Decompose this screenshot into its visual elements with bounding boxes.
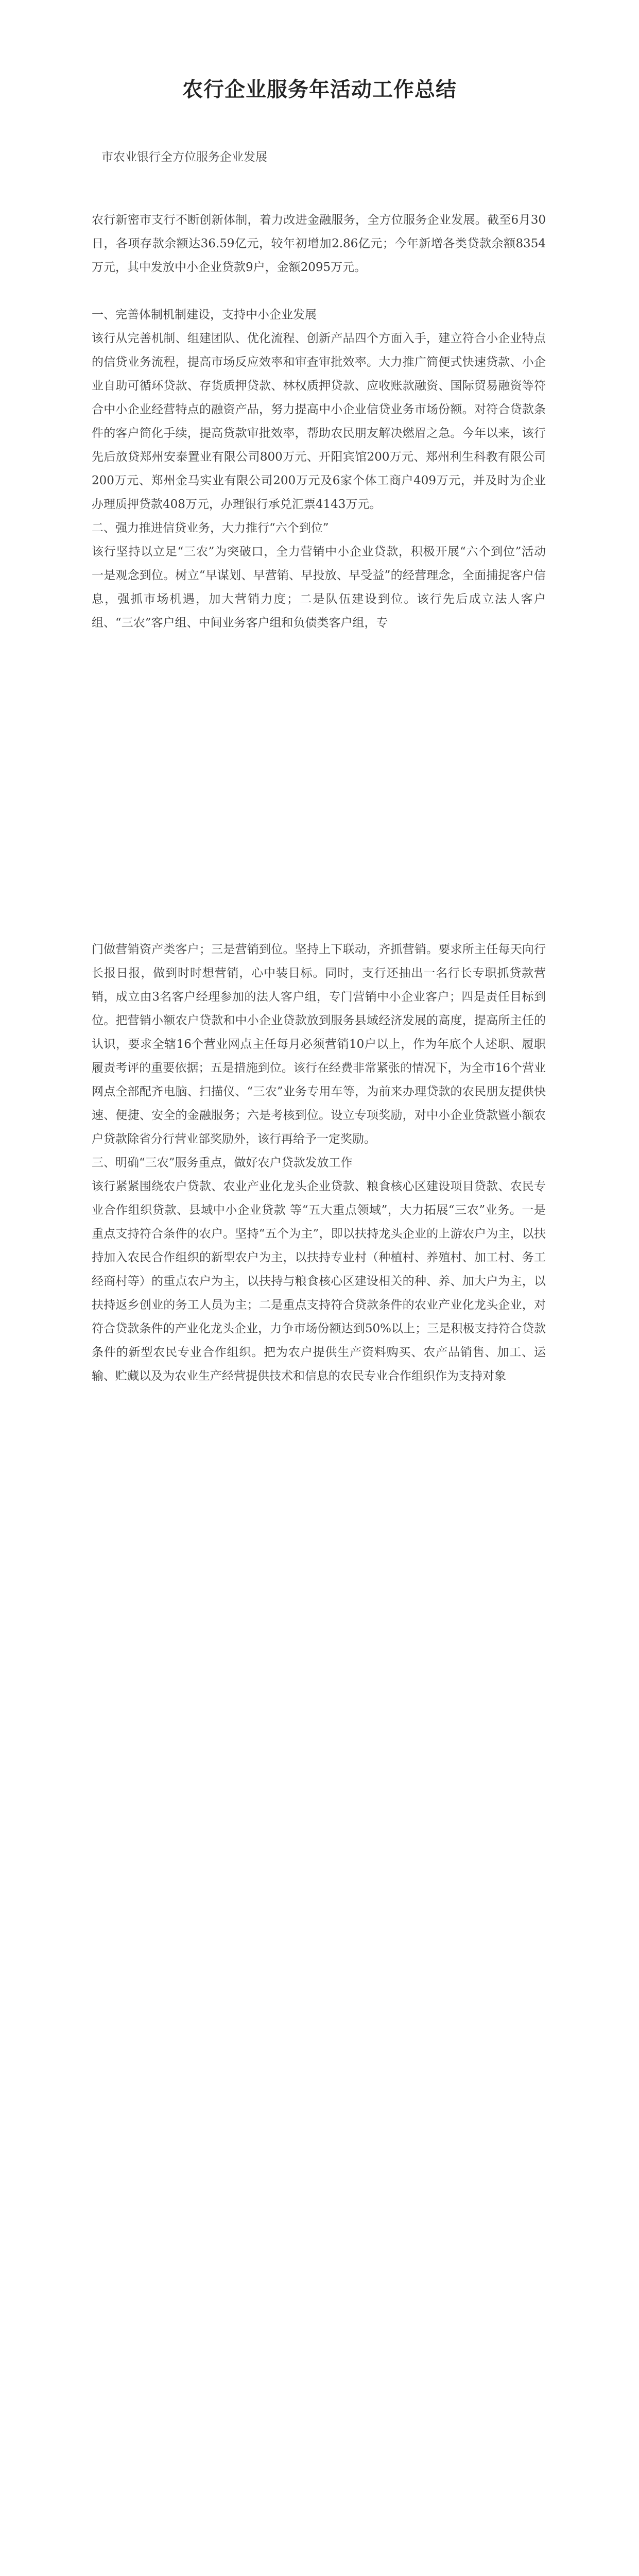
- section-3-heading: 三、明确“三农”服务重点，做好农户贷款发放工作: [92, 1156, 353, 1170]
- document-title: 农行企业服务年活动工作总结: [182, 77, 457, 101]
- article-body-top: [92, 208, 546, 635]
- document-subtitle: 市农业银行全方位服务企业发展: [101, 150, 267, 164]
- section-2-paragraph-part2: 门做营销资产类客户；三是营销到位。坚持上下联动，齐抓营销。要求所主任每天向行长报日报，做到时时想营销，心中装目标。同时，支行还抽出一名行长专职抓贷款营销，成立由3名客户经理参加的法人客户组，专门营销中小企业客户；四是责任目标到位。把营销小额农户贷款和中小企业贷款放到服务县域经济发展的高度，提高所主任的认识，要求全辖16个营业网点主任每月必须营销10户以上，作为年底个人述职、履职履责考评的重要依据；五是措施到位。该行在经费非常紧张的情况下，为全市16个营业网点全部配齐电脑、扫描仪、“三农”业务专用车等，为前来办理贷款的农民朋友提供快速、便捷、安全的金融服务；六是考核到位。设立专项奖励，对中小企业贷款暨小额农户贷款除省分行营业部奖励外，该行再给予一定奖励。: [92, 943, 546, 1146]
- section-1-heading: 一、完善体制机制建设，支持中小企业发展: [92, 308, 317, 321]
- section-1-paragraph: 该行从完善机制、组建团队、优化流程、创新产品四个方面入手，建立符合小企业特点的信贷业务流程，提高市场反应效率和审查审批效率。大力推广简便式快速贷款、小企业自助可循环贷款、存货质押贷款、林权质押贷款、应收账款融资、国际贸易融资等符合中小企业经营特点的融资产品，努力提高中小企业信贷业务市场份额。对符合贷款条件的客户简化手续，提高贷款审批效率，帮助农民朋友解决燃眉之急。今年以来，该行先后放贷郑州安泰置业有限公司800万元、开阳宾馆200万元、郑州利生科教有限公司200万元、郑州金马实业有限公司200万元及6家个体工商户409万元，并及时为企业办理质押贷款408万元，办理银行承兑汇票4143万元。: [92, 332, 546, 511]
- intro-paragraph: 农行新密市支行不断创新体制，着力改进金融服务，全方位服务企业发展。截至6月30日，各项存款余额达36.59亿元，较年初增加2.86亿元；今年新增各类贷款余额8354万元，其中发放中小企业贷款9户，金额2095万元。: [92, 213, 546, 274]
- article-body-bottom: [92, 938, 546, 1388]
- section-2-paragraph-part1: 该行坚持以立足“三农”为突破口，全力营销中小企业贷款，积极开展“六个到位”活动 一是观念到位。树立“早谋划、早营销、早投放、早受益”的经营理念，全面捕捉客户信息，强抓市场机遇，加大营销力度；二是队伍建设到位。该行先后成立法人客户组、“三农”客户组、中间业务客户组和负债类客户组，专: [92, 545, 546, 630]
- section-2-heading: 二、强力推进信贷业务，大力推行“六个到位”: [92, 521, 329, 535]
- section-3-paragraph: 该行紧紧围绕农户贷款、农业产业化龙头企业贷款、粮食核心区建设项目贷款、农民专业合作组织贷款、县域中小企业贷款 等“五大重点领域”，大力拓展“三农”业务。一是重点支持符合条件的农户。坚持“五个为主”，即以扶持龙头企业的上游农户为主，以扶持加入农民合作组织的新型农户为主，以扶持专业村（种植村、养殖村、加工村、务工经商村等）的重点农户为主，以扶持与粮食核心区建设相关的种、养、加大户为主，以扶持返乡创业的务工人员为主；二是重点支持符合贷款条件的农业产业化龙头企业，对符合贷款条件的产业化龙头企业，力争市场份额达到50%以上；三是积极支持符合贷款条件的新型农民专业合作组织。把为农户提供生产资料购买、农产品销售、加工、运输、贮藏以及为农业生产经营提供技术和信息的农民专业合作组织作为支持对象: [92, 1180, 546, 1383]
